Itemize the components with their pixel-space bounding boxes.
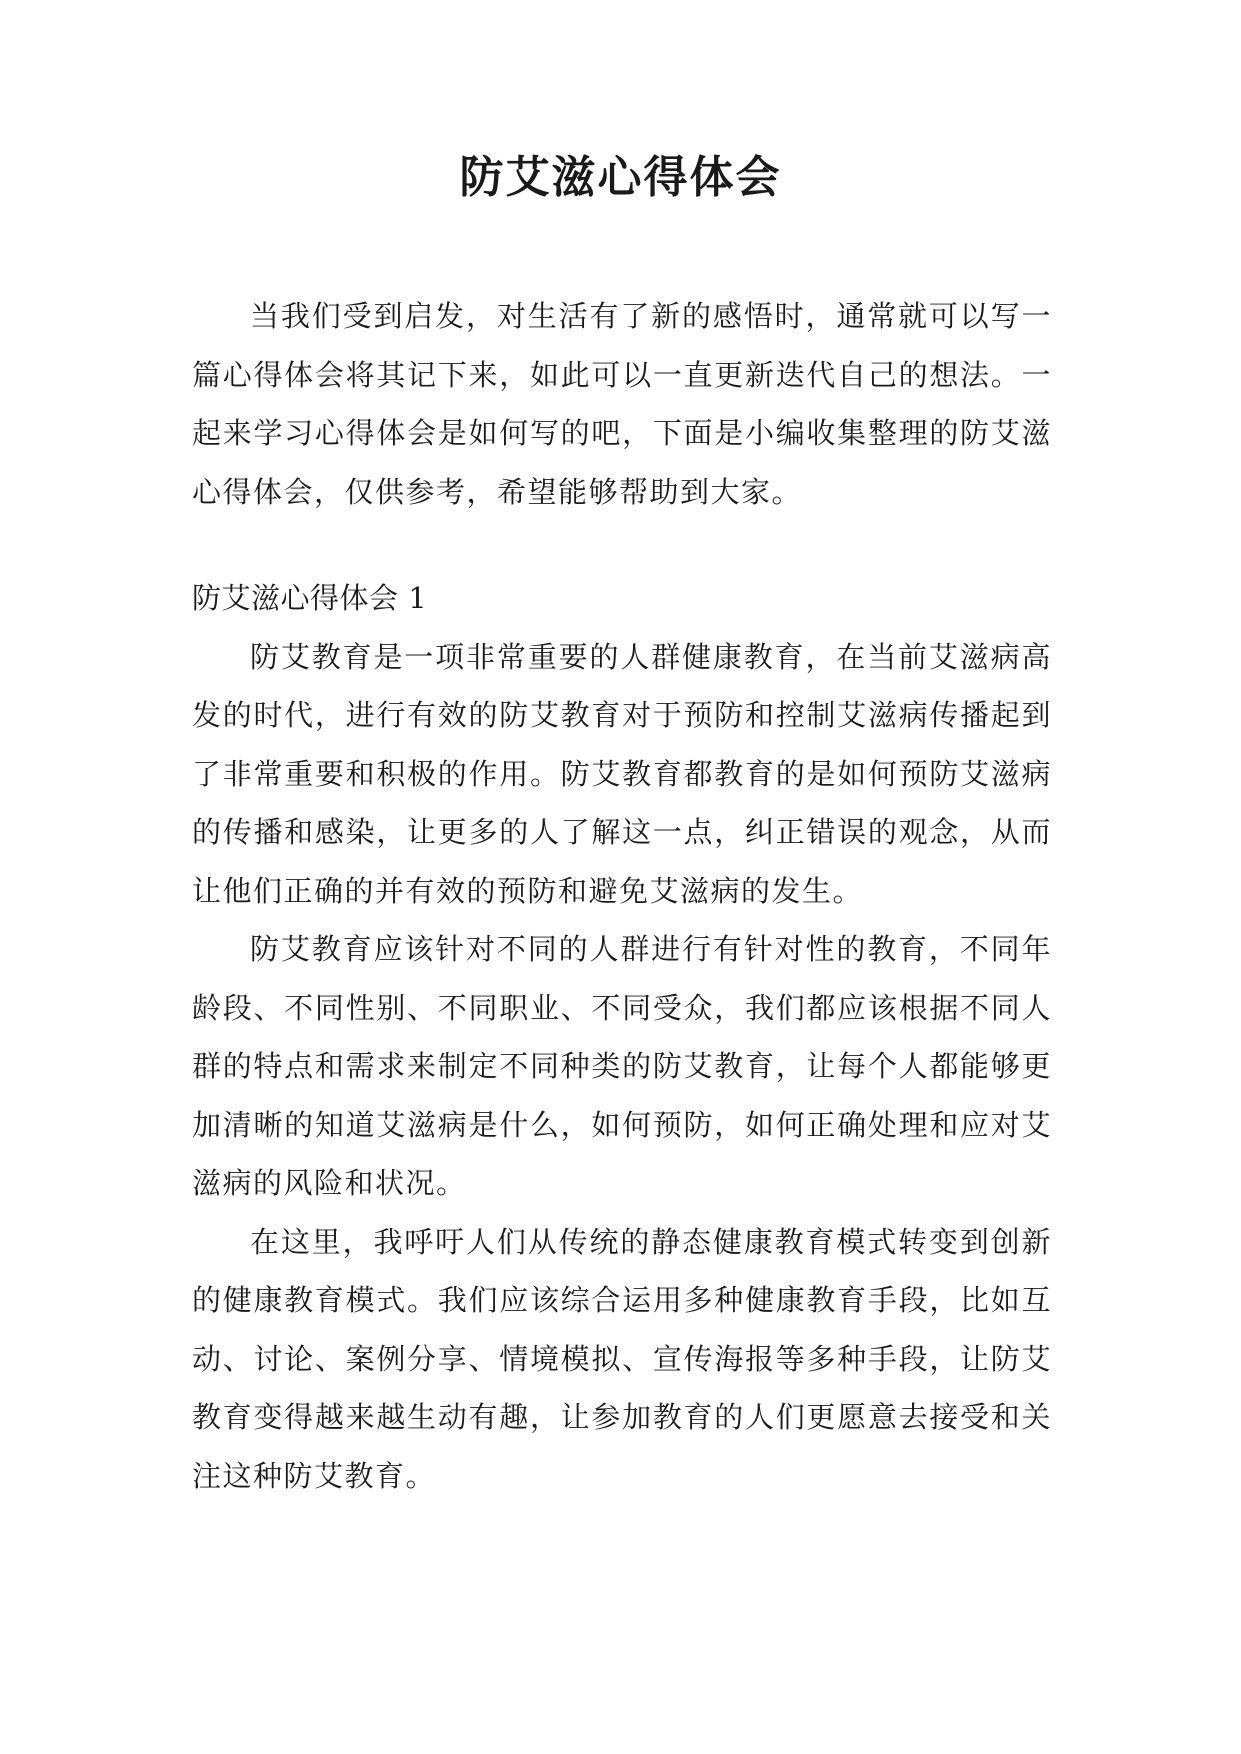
section-heading: 防艾滋心得体会 1 xyxy=(192,581,428,615)
body-paragraph: 防艾教育应该针对不同的人群进行有针对性的教育，不同年龄段、不同性别、不同职业、不同受众，我们都应该根据不同人群的特点和需求来制定不同种类的防艾教育，让每个人都能够更加清晰的知道艾滋病是什么，如何预防，如何正确处理和应对艾滋病的风险和状况。 xyxy=(192,932,1052,1200)
spacer xyxy=(192,521,1052,569)
body-paragraph: 防艾教育是一项非常重要的人群健康教育，在当前艾滋病高发的时代，进行有效的防艾教育对于预防和控制艾滋病传播起到了非常重要和积极的作用。防艾教育都教育的是如何预防艾滋病的传播和感染，让更多的人了解这一点，纠正错误的观念，从而让他们正确的并有效的预防和避免艾滋病的发生。 xyxy=(192,639,1052,908)
intro-paragraph: 当我们受到启发，对生活有了新的感悟时，通常就可以写一篇心得体会将其记下来，如此可以一直更新迭代自己的想法。一起来学习心得体会是如何写的吧，下面是小编收集整理的防艾滋心得体会，仅供参考，希望能够帮助到大家。 xyxy=(192,299,1052,509)
document-body xyxy=(192,287,1052,1505)
document-title: 防艾滋心得体会 xyxy=(459,152,782,203)
body-paragraph: 在这里，我呼吁人们从传统的静态健康教育模式转变到创新的健康教育模式。我们应该综合运用多种健康教育手段，比如互动、讨论、案例分享、情境模拟、宣传海报等多种手段，让防艾教育变得越来越生动有趣，让参加教育的人们更愿意去接受和关注这种防艾教育。 xyxy=(192,1224,1052,1493)
